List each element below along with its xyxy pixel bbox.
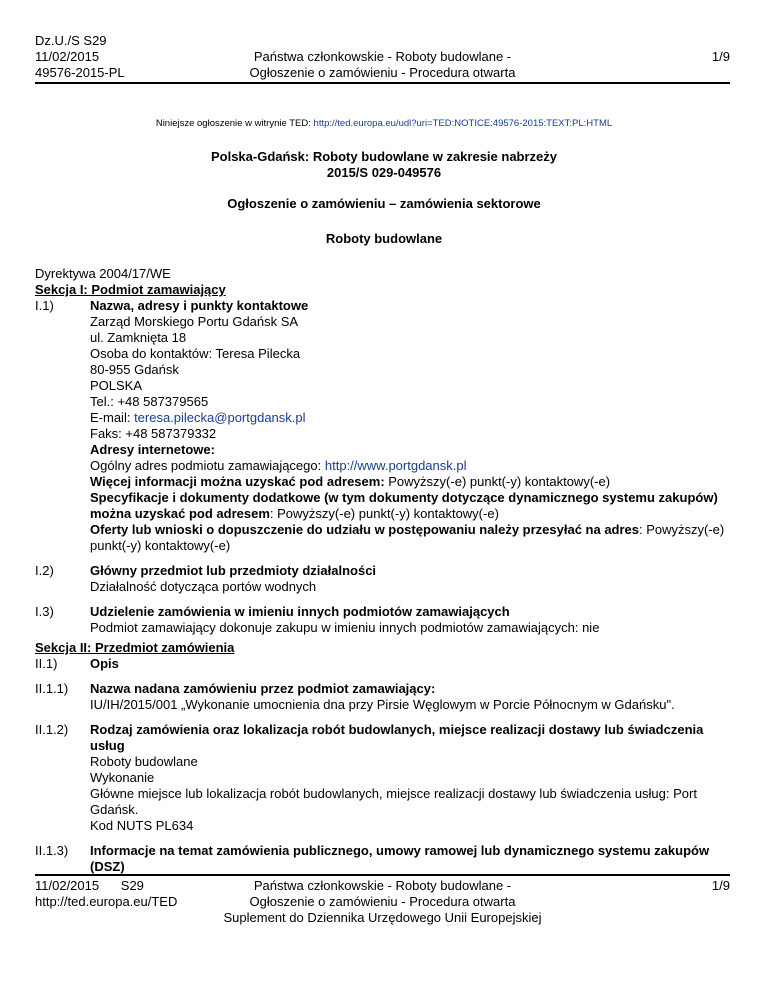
header-divider xyxy=(35,82,730,84)
fax: Faks: +48 587379332 xyxy=(90,426,217,441)
spacer xyxy=(35,713,730,722)
document-title xyxy=(0,149,768,181)
publication-date: 11/02/2015 xyxy=(35,49,100,64)
country: POLSKA xyxy=(90,378,143,393)
footer-category-line1: Państwa członkowskie - Roboty budowlane - xyxy=(253,878,512,893)
item-heading-line1: Rodzaj zamówienia oraz lokalizacja robót budowlanych, miejsce realizacji dostawy lub świadczenia xyxy=(90,722,704,737)
general-address-row xyxy=(90,458,730,474)
page-footer xyxy=(35,878,730,926)
header-page-number: 1/9 xyxy=(711,49,730,64)
document-body xyxy=(35,266,730,875)
specs-label-line1: Specyfikacje i dokumenty dodatkowe (w tym dokumenty dotyczące dynamicznego systemu zakupów) xyxy=(90,490,718,505)
footer-url: http://ted.europa.eu/TED xyxy=(35,894,178,909)
telephone: Tel.: +48 587379565 xyxy=(90,394,209,409)
specs-value: : Powyższy(-e) punkt(-y) kontaktowy(-e) xyxy=(269,506,499,521)
spacer xyxy=(35,672,730,681)
item-number: I.2) xyxy=(35,563,54,578)
spacer xyxy=(35,834,730,843)
specs-label-line2: można uzyskać pod adresem xyxy=(90,506,270,521)
contract-type-title: Roboty budowlane xyxy=(325,231,443,246)
page-header xyxy=(35,33,730,81)
footer-category-line2: Ogłoszenie o zamówieniu - Procedura otwarta xyxy=(249,894,516,909)
item-ii-1-3 xyxy=(35,843,730,875)
item-number: II.1.2) xyxy=(35,722,69,737)
item-heading: Udzielenie zamówienia w imieniu innych podmiotów zamawiających xyxy=(90,604,510,619)
nuts-code: Kod NUTS PL634 xyxy=(90,818,194,833)
general-address-link[interactable]: http://www.portgdansk.pl xyxy=(324,458,467,473)
email-row xyxy=(90,410,730,426)
general-address-label: Ogólny adres podmiotu zamawiającego: xyxy=(90,458,325,473)
offers-value: : Powyższy(-e) xyxy=(639,522,725,537)
spacer xyxy=(35,554,730,563)
contract-type: Roboty budowlane xyxy=(90,754,198,769)
offers-value-cont: punkt(-y) kontaktowy(-e) xyxy=(90,538,231,553)
item-text: Podmiot zamawiający dokonuje zakupu w imieniu innych podmiotów zamawiających: nie xyxy=(90,620,600,635)
section-2-heading: Sekcja II: Przedmiot zamówienia xyxy=(35,640,235,655)
item-number: II.1) xyxy=(35,656,58,671)
more-info-row xyxy=(90,474,730,490)
document-subtitle: Ogłoszenie o zamówieniu – zamówienia sektorowe xyxy=(227,196,541,211)
item-heading: Nazwa, adresy i punkty kontaktowe xyxy=(90,298,309,313)
item-number: I.3) xyxy=(35,604,54,619)
item-ii-1 xyxy=(35,656,730,672)
footer-page-number: 1/9 xyxy=(711,878,730,893)
header-category-line2: Ogłoszenie o zamówieniu - Procedura otwarta xyxy=(249,65,516,80)
directive: Dyrektywa 2004/17/WE xyxy=(35,266,171,281)
doc-reference: Dz.U./S S29 xyxy=(35,33,107,48)
item-heading-line1: Informacje na temat zamówienia publicznego, umowy ramowej lub dynamicznego systemu zakupów xyxy=(90,843,710,858)
contract-mode: Wykonanie xyxy=(90,770,155,785)
more-info-label: Więcej informacji można uzyskać pod adresem: xyxy=(90,474,389,489)
item-heading-line2: (DSZ) xyxy=(90,859,125,874)
footer-supplement: Suplement do Dziennika Urzędowego Unii Europejskiej xyxy=(223,910,542,925)
item-heading-line2: usług xyxy=(90,738,125,753)
street-address: ul. Zamknięta 18 xyxy=(90,330,187,345)
title-line1: Polska-Gdańsk: Roboty budowlane w zakresie nabrzeży xyxy=(210,149,558,164)
item-number: II.1.1) xyxy=(35,681,69,696)
item-heading: Główny przedmiot lub przedmioty działalności xyxy=(90,563,377,578)
item-ii-1-2 xyxy=(35,722,730,834)
contract-name: IU/IH/2015/001 „Wykonanie umocnienia dna przy Pirsie Węglowym w Porcie Północnym w Gdańsku". xyxy=(90,697,675,712)
footer-date-ref: 11/02/2015 S29 xyxy=(35,878,144,893)
item-i-1 xyxy=(35,298,730,554)
more-info-value: Powyższy(-e) punkt(-y) kontaktowy(-e) xyxy=(388,474,611,489)
footer-divider xyxy=(35,874,730,876)
spacer xyxy=(35,595,730,604)
item-i-2 xyxy=(35,563,730,595)
offers-label: Oferty lub wnioski o dopuszczenie do udziału w postępowaniu należy przesyłać na adres xyxy=(90,522,640,537)
notice-id: 49576-2015-PL xyxy=(35,65,125,80)
location-line2: Gdańsk. xyxy=(90,802,139,817)
email-link[interactable]: teresa.pilecka@portgdansk.pl xyxy=(134,410,306,425)
item-i-3 xyxy=(35,604,730,636)
header-category-line1: Państwa członkowskie - Roboty budowlane - xyxy=(253,49,512,64)
footer-center xyxy=(35,878,730,926)
offers-row xyxy=(90,522,730,538)
ted-notice-prefix: Niniejsze ogłoszenie w witrynie TED: xyxy=(155,118,314,129)
contact-person: Osoba do kontaktów: Teresa Pilecka xyxy=(90,346,301,361)
postcode-city: 80-955 Gdańsk xyxy=(90,362,179,377)
title-line2: 2015/S 029-049576 xyxy=(326,165,442,180)
internet-addresses-heading: Adresy internetowe: xyxy=(90,442,215,457)
ted-notice-link[interactable]: http://ted.europa.eu/udl?uri=TED:NOTICE:49576-2015:TEXT:PL:HTML xyxy=(313,118,613,129)
email-label: E-mail: xyxy=(90,410,135,425)
header-center xyxy=(35,49,730,81)
item-number: I.1) xyxy=(35,298,54,313)
item-heading: Opis xyxy=(90,656,119,671)
specs-row xyxy=(90,506,730,522)
item-text: Działalność dotycząca portów wodnych xyxy=(90,579,317,594)
organisation-name: Zarząd Morskiego Portu Gdańsk SA xyxy=(90,314,299,329)
location-line1: Główne miejsce lub lokalizacja robót budowlanych, miejsce realizacji dostawy lub świadczenia usług: Port xyxy=(90,786,697,801)
ted-notice xyxy=(0,118,768,130)
section-1-heading: Sekcja I: Podmiot zamawiający xyxy=(35,282,226,297)
item-heading: Nazwa nadana zamówieniu przez podmiot zamawiający: xyxy=(90,681,436,696)
item-number: II.1.3) xyxy=(35,843,69,858)
item-ii-1-1 xyxy=(35,681,730,713)
